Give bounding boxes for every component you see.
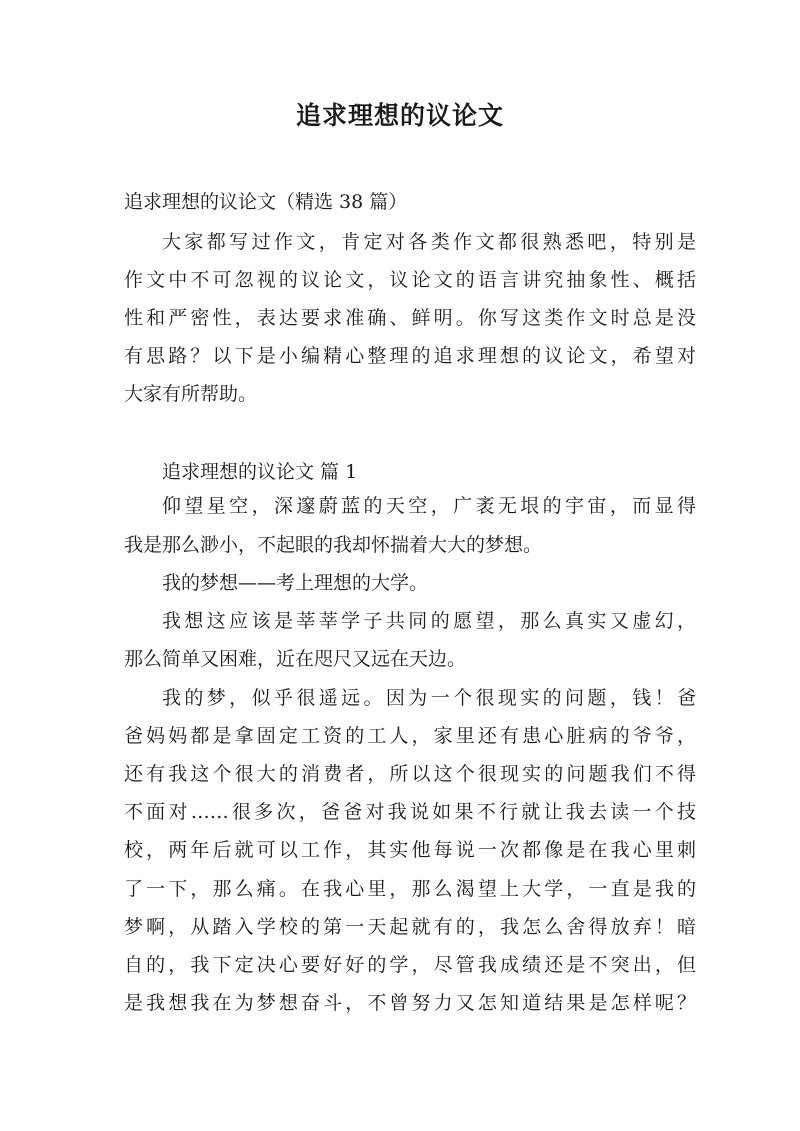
document-subtitle: 追求理想的议论文（精选 38 篇） [124,191,408,213]
paragraph-line: 我的梦想——考上理想的大学。 [162,572,429,594]
paragraph-line: 自的，我下定决心要好好的学，尽管我成绩还是不突出，但 [124,954,696,976]
paragraph-line: 梦啊，从踏入学校的第一天起就有的，我怎么舍得放弃！暗 [124,916,696,938]
paragraph-line: 那么简单又困难，近在咫尺又远在天边。 [124,648,467,670]
paragraph-line: 我是那么渺小，不起眼的我却怀揣着大大的梦想。 [124,534,543,556]
paragraph-line: 仰望星空，深邃蔚蓝的天空，广袤无垠的宇宙，而显得 [162,495,696,517]
intro-line: 大家都写过作文，肯定对各类作文都很熟悉吧，特别是 [162,231,696,253]
intro-line: 大家有所帮助。 [124,383,258,405]
paragraph-line: 我的梦，似乎很遥远。因为一个很现实的问题，钱！爸 [162,687,696,709]
paragraph-line: 是我想我在为梦想奋斗，不曾努力又怎知道结果是怎样呢？ [124,992,696,1014]
paragraph-line: 校，两年后就可以工作，其实他每说一次都像是在我心里刺 [124,839,696,861]
paragraph-line: 还有我这个很大的消费者，所以这个很现实的问题我们不得 [124,763,696,785]
intro-line: 作文中不可忽视的议论文，议论文的语言讲究抽象性、概括 [124,269,696,291]
paragraph-line: 不面对……很多次，爸爸对我说如果不行就让我去读一个技 [124,801,696,823]
paragraph-line: 我想这应该是莘莘学子共同的愿望，那么真实又虚幻， [162,610,696,632]
paragraph-line: 爸妈妈都是拿固定工资的工人，家里还有患心脏病的爷爷， [124,725,696,747]
intro-line: 有思路？以下是小编精心整理的追求理想的议论文，希望对 [124,345,696,367]
section-heading: 追求理想的议论文 篇 1 [162,461,358,483]
paragraph-line: 了一下，那么痛。在我心里，那么渴望上大学，一直是我的 [124,878,696,900]
intro-line: 性和严密性，表达要求准确、鲜明。你写这类作文时总是没 [124,307,696,329]
document-title: 追求理想的议论文 [295,101,504,130]
